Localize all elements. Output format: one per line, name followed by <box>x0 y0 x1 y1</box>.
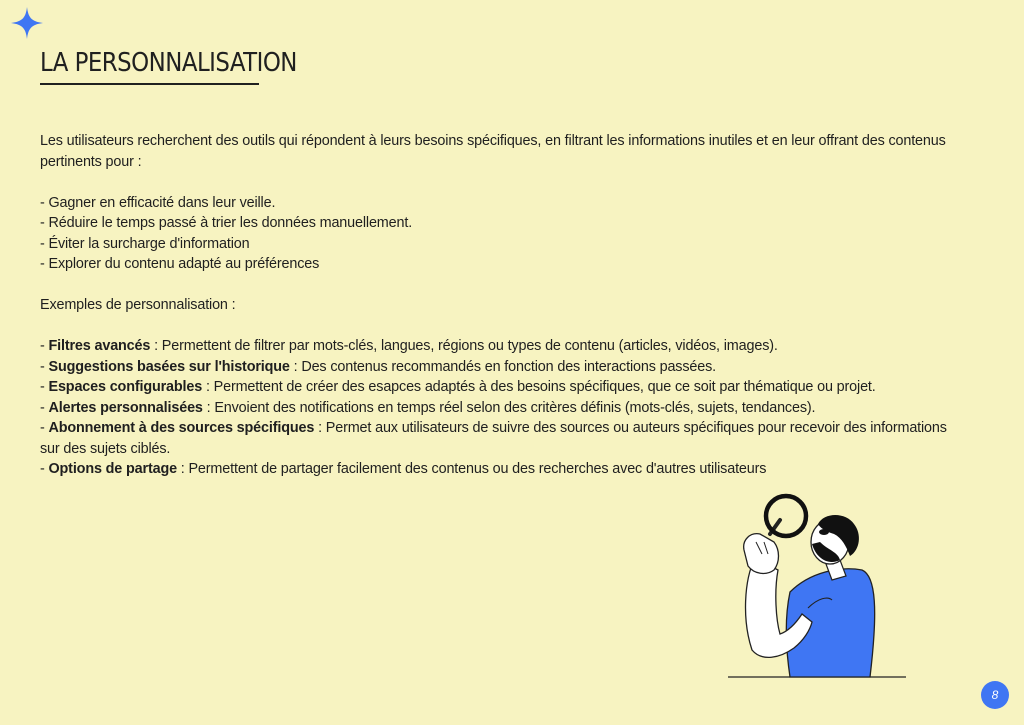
goal-item: - Gagner en efficacité dans leur veille. <box>40 194 276 211</box>
goal-item: - Réduire le temps passé à trier les données manuellement. <box>40 215 413 231</box>
intro-paragraph: Les utilisateurs recherchent des outils qui répondent à leurs besoins spécifiques, en filtrant les informations inutiles et en leur offrant des contenus pertinents pour : <box>40 133 946 170</box>
example-prefix: - <box>40 420 49 436</box>
spacer <box>40 316 960 337</box>
example-term: Filtres avancés <box>48 338 151 354</box>
example-item <box>40 418 960 459</box>
goal-item: - Explorer du contenu adapté au préférences <box>40 256 320 272</box>
example-description: : Permettent de filtrer par mots-clés, langues, régions ou types de contenu (articles, vidéos, images). <box>150 338 778 354</box>
example-prefix: - <box>40 358 49 375</box>
example-term: Abonnement à des sources spécifiques <box>48 420 315 436</box>
example-description: : Permettent de partager facilement des contenus ou des recherches avec d'autres utilisateurs <box>176 461 767 477</box>
example-item <box>40 336 960 357</box>
examples-heading: Exemples de personnalisation : <box>40 297 236 313</box>
example-term: Espaces configurables <box>48 379 203 395</box>
example-prefix: - <box>40 379 49 395</box>
magnifier-lens <box>766 496 806 536</box>
example-description: : Permet aux utilisateurs de suivre des sources ou auteurs spécifiques pour recevoir des informations sur des sujets ciblés. <box>40 420 947 457</box>
example-term: Options de partage <box>48 461 177 477</box>
example-term: Alertes personnalisées <box>48 399 203 416</box>
example-prefix: - <box>40 461 49 477</box>
goals-list <box>40 193 960 275</box>
example-description: : Permettent de créer des esapces adaptés à des besoins spécifiques, que ce soit par thématique ou projet. <box>202 379 876 395</box>
examples-list <box>40 336 960 480</box>
page-number-badge: 8 <box>981 681 1009 709</box>
spacer <box>40 275 960 296</box>
example-item <box>40 398 960 419</box>
title-underline <box>40 83 259 85</box>
example-prefix: - <box>40 399 49 416</box>
goal-item: - Éviter la surcharge d'information <box>40 235 250 252</box>
example-term: Suggestions basées sur l'historique <box>48 358 290 375</box>
page-title: LA PERSONNALISATION <box>40 48 297 78</box>
example-item <box>40 357 960 378</box>
sparkle-icon <box>10 6 44 40</box>
example-item <box>40 459 960 480</box>
example-item <box>40 377 960 398</box>
example-description: : Envoient des notifications en temps réel selon des critères définis (mots-clés, sujets, tendances). <box>202 399 816 416</box>
example-description: : Des contenus recommandés en fonction des interactions passées. <box>289 358 716 375</box>
person-with-magnifying-glass-illustration <box>700 480 930 685</box>
main-content <box>40 131 960 480</box>
example-prefix: - <box>40 338 49 354</box>
hand-shape <box>744 534 779 574</box>
spacer <box>40 172 960 193</box>
